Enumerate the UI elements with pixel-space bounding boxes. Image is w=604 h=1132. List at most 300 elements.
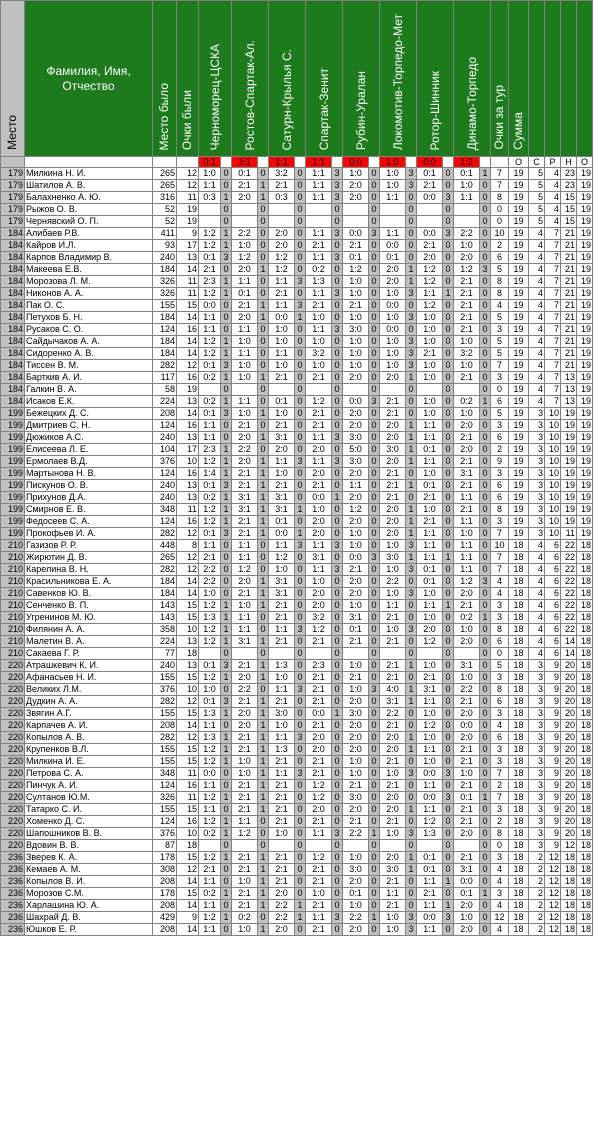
table-cell: 12 xyxy=(545,924,561,936)
table-cell: 1:0 xyxy=(306,360,332,372)
table-cell: 1:1 xyxy=(232,348,258,360)
table-cell: 0:1 xyxy=(454,792,480,804)
table-cell: 1 xyxy=(295,912,306,924)
table-cell: 3 xyxy=(369,684,380,696)
table-cell: 0 xyxy=(258,204,269,216)
table-cell: 0 xyxy=(443,324,454,336)
table-cell: 0 xyxy=(369,264,380,276)
table-cell: 3 xyxy=(529,672,545,684)
table-cell: 19 xyxy=(509,372,529,384)
table-cell: 0 xyxy=(369,900,380,912)
table-cell: 22 xyxy=(561,588,577,600)
table-cell: Карелина В. Н. xyxy=(25,564,153,576)
table-cell: 13 xyxy=(177,480,199,492)
table-cell: 1:2 xyxy=(199,516,221,528)
table-cell: 0 xyxy=(295,396,306,408)
table-cell: 19 xyxy=(509,216,529,228)
table-row xyxy=(1,288,593,300)
table-cell: 3 xyxy=(221,696,232,708)
table-cell: 0 xyxy=(221,768,232,780)
table-cell: 21 xyxy=(561,324,577,336)
table-cell: 2:1 xyxy=(454,372,480,384)
table-row xyxy=(1,864,593,876)
table-cell: 2:1 xyxy=(417,672,443,684)
table-cell: Милкина И. Е. xyxy=(25,756,153,768)
table-cell: 18 xyxy=(561,864,577,876)
table-cell: 0:0 xyxy=(417,192,443,204)
table-cell: 14 xyxy=(177,264,199,276)
table-cell: 2:0 xyxy=(343,420,369,432)
table-cell: 0:1 xyxy=(199,696,221,708)
table-cell: 0:0 xyxy=(199,300,221,312)
table-cell: 0 xyxy=(480,216,491,228)
table-cell: 18 xyxy=(577,576,593,588)
table-cell: 1 xyxy=(258,432,269,444)
table-cell: 0 xyxy=(332,444,343,456)
table-cell: 199 xyxy=(1,528,25,540)
sub-label-1: О xyxy=(509,157,529,168)
table-cell xyxy=(454,840,480,852)
table-cell: Чернявский О. П. xyxy=(25,216,153,228)
table-cell: 1 xyxy=(221,612,232,624)
table-cell: 3 xyxy=(529,768,545,780)
table-cell: 15 xyxy=(177,300,199,312)
table-cell: 9 xyxy=(545,744,561,756)
table-cell: 3 xyxy=(529,684,545,696)
table-cell: 0 xyxy=(480,204,491,216)
table-cell: 0 xyxy=(480,672,491,684)
table-cell: 19 xyxy=(509,516,529,528)
table-cell: 1 xyxy=(258,492,269,504)
table-cell: 4 xyxy=(529,276,545,288)
table-cell: 1:0 xyxy=(232,360,258,372)
table-cell: 199 xyxy=(1,420,25,432)
table-cell: 5 xyxy=(491,336,509,348)
table-row xyxy=(1,672,593,684)
table-cell: 0 xyxy=(332,876,343,888)
table-cell: 0 xyxy=(221,804,232,816)
table-cell: 184 xyxy=(153,264,177,276)
table-cell: 4 xyxy=(529,336,545,348)
table-cell: Макеева Е.В. xyxy=(25,264,153,276)
table-cell: 2 xyxy=(491,816,509,828)
table-cell: 1 xyxy=(221,192,232,204)
table-cell: 93 xyxy=(153,240,177,252)
table-cell: 1:0 xyxy=(269,324,295,336)
table-cell: 2:1 xyxy=(269,756,295,768)
table-cell: 1 xyxy=(221,912,232,924)
table-cell: 1:1 xyxy=(306,228,332,240)
table-cell: 19 xyxy=(509,312,529,324)
table-cell: 18 xyxy=(509,924,529,936)
table-cell: 3:0 xyxy=(343,864,369,876)
table-cell: 22 xyxy=(561,552,577,564)
table-cell: 2:1 xyxy=(454,744,480,756)
table-cell: 2:2 xyxy=(343,828,369,840)
table-cell: 0 xyxy=(443,864,454,876)
table-cell: 1:3 xyxy=(269,660,295,672)
table-cell: 1:2 xyxy=(417,816,443,828)
table-cell: 199 xyxy=(1,516,25,528)
table-cell: 2:1 xyxy=(380,816,406,828)
table-cell: 2:1 xyxy=(232,588,258,600)
table-cell: 199 xyxy=(1,456,25,468)
table-cell: 0 xyxy=(369,528,380,540)
table-cell: 3:1 xyxy=(417,684,443,696)
table-cell: 240 xyxy=(153,660,177,672)
table-cell: 18 xyxy=(509,552,529,564)
table-cell: 9 xyxy=(177,228,199,240)
table-cell: 19 xyxy=(577,204,593,216)
table-cell: 3:1 xyxy=(306,552,332,564)
table-cell: Мартынова Н. В. xyxy=(25,468,153,480)
table-cell: 0 xyxy=(295,348,306,360)
table-cell: 1:1 xyxy=(199,420,221,432)
table-cell: 1:0 xyxy=(269,468,295,480)
table-cell: 1 xyxy=(258,516,269,528)
table-cell: 265 xyxy=(153,552,177,564)
table-cell: 1:1 xyxy=(199,324,221,336)
table-cell: 2:1 xyxy=(232,852,258,864)
table-cell: 0 xyxy=(295,840,306,852)
table-cell: Бежецких Д. С. xyxy=(25,408,153,420)
table-cell: 1:0 xyxy=(269,564,295,576)
table-cell: 0 xyxy=(369,732,380,744)
table-cell: 2:1 xyxy=(454,432,480,444)
table-cell: 4 xyxy=(491,924,509,936)
sub-label-2: С xyxy=(529,157,545,168)
table-cell: 1 xyxy=(406,264,417,276)
table-cell: 1:0 xyxy=(380,912,406,924)
table-cell: 184 xyxy=(1,336,25,348)
table-cell: 210 xyxy=(1,588,25,600)
table-cell: 1:1 xyxy=(232,552,258,564)
table-cell: 0 xyxy=(369,360,380,372)
table-cell: 19 xyxy=(561,492,577,504)
table-cell: 184 xyxy=(153,348,177,360)
table-cell: 0:0 xyxy=(417,912,443,924)
table-cell: 2:0 xyxy=(306,804,332,816)
table-cell: 124 xyxy=(153,420,177,432)
table-cell: 1:0 xyxy=(232,600,258,612)
table-cell: 3 xyxy=(529,456,545,468)
table-cell: 1:0 xyxy=(232,372,258,384)
table-cell: 2:1 xyxy=(417,888,443,900)
table-cell: 23 xyxy=(561,168,577,180)
table-cell: 4 xyxy=(529,648,545,660)
table-cell: 2:0 xyxy=(306,744,332,756)
table-cell: 0 xyxy=(221,564,232,576)
table-cell: 348 xyxy=(153,504,177,516)
table-cell: 0 xyxy=(369,240,380,252)
table-cell: 1:0 xyxy=(269,672,295,684)
table-cell: 5 xyxy=(491,348,509,360)
table-cell: 19 xyxy=(561,432,577,444)
table-cell: 19 xyxy=(509,288,529,300)
table-cell: 19 xyxy=(509,252,529,264)
table-cell: 2:0 xyxy=(454,828,480,840)
table-cell: 0 xyxy=(480,744,491,756)
table-cell: 0 xyxy=(295,780,306,792)
table-cell: 17 xyxy=(177,240,199,252)
table-cell: 7 xyxy=(545,348,561,360)
table-cell: 2:1 xyxy=(380,756,406,768)
table-cell: 10 xyxy=(545,420,561,432)
table-cell: 14 xyxy=(177,924,199,936)
table-cell: 1:0 xyxy=(306,336,332,348)
table-cell: 3:1 xyxy=(232,636,258,648)
table-cell: 2 xyxy=(529,924,545,936)
table-cell: 8 xyxy=(491,684,509,696)
table-cell: 0 xyxy=(221,840,232,852)
table-cell: 0:0 xyxy=(343,552,369,564)
table-cell: 0 xyxy=(369,324,380,336)
table-cell: 0:2 xyxy=(199,372,221,384)
table-cell: 1:1 xyxy=(269,732,295,744)
table-cell: 0 xyxy=(480,696,491,708)
table-cell: 19 xyxy=(577,300,593,312)
table-cell: 19 xyxy=(577,480,593,492)
table-cell: 10 xyxy=(545,444,561,456)
table-cell: 18 xyxy=(509,600,529,612)
table-cell: 2:0 xyxy=(232,264,258,276)
table-cell: 3:1 xyxy=(454,864,480,876)
table-cell: 1:1 xyxy=(269,540,295,552)
table-cell: 0 xyxy=(443,420,454,432)
table-cell: 0 xyxy=(369,816,380,828)
table-cell: 18 xyxy=(509,792,529,804)
table-row xyxy=(1,456,593,468)
table-cell: 4 xyxy=(545,180,561,192)
table-cell: 2:1 xyxy=(306,420,332,432)
table-cell: 1:2 xyxy=(199,504,221,516)
table-cell: 2:0 xyxy=(380,432,406,444)
table-cell: 0 xyxy=(221,576,232,588)
table-cell: 220 xyxy=(1,684,25,696)
table-cell: 1:0 xyxy=(417,360,443,372)
table-cell: 0 xyxy=(332,348,343,360)
table-row xyxy=(1,888,593,900)
table-cell: 2:0 xyxy=(454,732,480,744)
table-cell: 77 xyxy=(153,648,177,660)
table-cell: 1 xyxy=(221,288,232,300)
table-cell: 0 xyxy=(332,816,343,828)
table-cell: 155 xyxy=(153,708,177,720)
table-cell: 184 xyxy=(1,312,25,324)
table-row xyxy=(1,696,593,708)
table-cell: 4 xyxy=(545,204,561,216)
table-cell: 0 xyxy=(369,924,380,936)
table-cell: 21 xyxy=(561,348,577,360)
table-cell: 1:0 xyxy=(269,720,295,732)
table-cell: 1:2 xyxy=(199,792,221,804)
table-cell: 0 xyxy=(480,720,491,732)
table-cell: 1:1 xyxy=(380,228,406,240)
table-cell: 2:2 xyxy=(380,576,406,588)
table-cell: 0 xyxy=(480,420,491,432)
table-cell: 2:1 xyxy=(269,864,295,876)
table-cell: 18 xyxy=(509,888,529,900)
table-cell: 0 xyxy=(369,348,380,360)
table-cell: 1:2 xyxy=(454,576,480,588)
table-cell: 1:2 xyxy=(417,276,443,288)
table-cell: 18 xyxy=(509,564,529,576)
table-cell: 0 xyxy=(369,708,380,720)
table-cell: 1:0 xyxy=(232,924,258,936)
table-cell: 2:0 xyxy=(269,240,295,252)
table-cell: 0 xyxy=(443,624,454,636)
table-cell: 199 xyxy=(1,444,25,456)
table-cell: 0 xyxy=(332,792,343,804)
table-cell: 19 xyxy=(561,480,577,492)
table-cell: 1 xyxy=(480,612,491,624)
table-cell: 265 xyxy=(153,180,177,192)
table-cell: 0:1 xyxy=(232,168,258,180)
table-cell: 1:1 xyxy=(417,876,443,888)
table-cell: 19 xyxy=(509,276,529,288)
table-cell: 1:1 xyxy=(306,324,332,336)
table-cell: 1 xyxy=(258,372,269,384)
table-cell: 2:0 xyxy=(343,804,369,816)
table-cell: 9 xyxy=(545,732,561,744)
table-cell: 1:0 xyxy=(269,408,295,420)
table-cell: 0 xyxy=(295,792,306,804)
table-cell: 18 xyxy=(577,588,593,600)
table-cell xyxy=(343,204,369,216)
table-cell: 2:1 xyxy=(454,804,480,816)
table-cell: 1:0 xyxy=(343,168,369,180)
table-cell: 220 xyxy=(1,792,25,804)
table-cell: 2:1 xyxy=(454,816,480,828)
table-cell: 0 xyxy=(480,756,491,768)
table-cell: 0 xyxy=(480,360,491,372)
table-cell: 3 xyxy=(529,816,545,828)
table-cell: 0 xyxy=(295,876,306,888)
table-cell: 220 xyxy=(1,756,25,768)
table-cell: 0 xyxy=(258,228,269,240)
table-cell: 19 xyxy=(509,348,529,360)
table-cell: 0 xyxy=(332,672,343,684)
table-cell: 0:0 xyxy=(269,528,295,540)
table-cell: 4 xyxy=(491,588,509,600)
table-cell: 124 xyxy=(153,468,177,480)
table-cell: 0 xyxy=(443,828,454,840)
table-cell: Султанов Ю.М. xyxy=(25,792,153,804)
table-cell: 3:0 xyxy=(343,456,369,468)
table-cell: 22 xyxy=(561,600,577,612)
table-cell: 0 xyxy=(480,780,491,792)
table-cell xyxy=(343,840,369,852)
table-cell: 1:0 xyxy=(417,588,443,600)
table-cell: 5 xyxy=(529,192,545,204)
table-cell: 2:0 xyxy=(343,492,369,504)
table-cell: 0 xyxy=(295,216,306,228)
table-cell: 0 xyxy=(332,396,343,408)
table-cell: 19 xyxy=(577,276,593,288)
table-cell: 179 xyxy=(1,192,25,204)
table-cell: 0 xyxy=(332,924,343,936)
table-row xyxy=(1,384,593,396)
table-cell: 19 xyxy=(577,228,593,240)
table-cell: 1 xyxy=(258,588,269,600)
table-cell: 6 xyxy=(545,636,561,648)
table-cell: 0 xyxy=(406,576,417,588)
table-cell: 0 xyxy=(221,648,232,660)
table-cell: 184 xyxy=(1,384,25,396)
table-row xyxy=(1,444,593,456)
table-cell: 1:0 xyxy=(417,336,443,348)
table-cell: 2:1 xyxy=(343,240,369,252)
table-cell: 0 xyxy=(258,816,269,828)
table-cell: 1 xyxy=(221,624,232,636)
table-cell: 15 xyxy=(561,192,577,204)
table-cell: 5 xyxy=(491,264,509,276)
table-cell: 0 xyxy=(332,780,343,792)
table-cell: 18 xyxy=(561,912,577,924)
table-cell: 18 xyxy=(509,540,529,552)
table-cell: 21 xyxy=(561,360,577,372)
table-cell: 11 xyxy=(177,288,199,300)
table-cell: 1 xyxy=(480,792,491,804)
table-cell: 2:1 xyxy=(306,696,332,708)
table-cell: 15 xyxy=(177,852,199,864)
table-cell: 1 xyxy=(258,636,269,648)
table-cell: 2:0 xyxy=(343,372,369,384)
table-cell: 0 xyxy=(480,528,491,540)
table-cell: 2:0 xyxy=(454,636,480,648)
table-cell: 0 xyxy=(369,384,380,396)
table-cell: 184 xyxy=(1,396,25,408)
table-cell: 0 xyxy=(295,360,306,372)
table-cell: 1 xyxy=(406,276,417,288)
table-cell: 3 xyxy=(529,804,545,816)
table-cell: 4 xyxy=(529,564,545,576)
table-cell: 0 xyxy=(295,324,306,336)
table-cell: 4 xyxy=(491,576,509,588)
table-cell: 1 xyxy=(258,792,269,804)
table-cell: 3 xyxy=(295,732,306,744)
table-cell: 0 xyxy=(258,288,269,300)
table-cell: 117 xyxy=(153,372,177,384)
table-cell: 0 xyxy=(443,372,454,384)
table-cell: 2:0 xyxy=(380,792,406,804)
table-cell: 19 xyxy=(577,456,593,468)
table-cell: 3 xyxy=(529,780,545,792)
table-cell: 2:1 xyxy=(306,408,332,420)
table-cell: 0 xyxy=(443,612,454,624)
table-cell: 20 xyxy=(561,684,577,696)
table-cell: 0:1 xyxy=(199,408,221,420)
table-cell: 1 xyxy=(221,732,232,744)
table-cell: 1 xyxy=(406,420,417,432)
table-cell xyxy=(269,204,295,216)
table-cell: 2:0 xyxy=(343,576,369,588)
table-cell: 0 xyxy=(480,348,491,360)
table-row xyxy=(1,264,593,276)
table-cell: 236 xyxy=(1,888,25,900)
table-cell: 0 xyxy=(332,612,343,624)
table-cell: Савенков Ю. В. xyxy=(25,588,153,600)
table-cell: 3 xyxy=(529,516,545,528)
table-cell: 1:1 xyxy=(199,720,221,732)
table-cell: 18 xyxy=(509,780,529,792)
table-cell: 1 xyxy=(295,504,306,516)
table-cell: 1 xyxy=(258,600,269,612)
table-cell: 0 xyxy=(332,648,343,660)
table-cell: 3 xyxy=(295,684,306,696)
table-cell: 0 xyxy=(369,624,380,636)
table-cell: 3:1 xyxy=(232,504,258,516)
